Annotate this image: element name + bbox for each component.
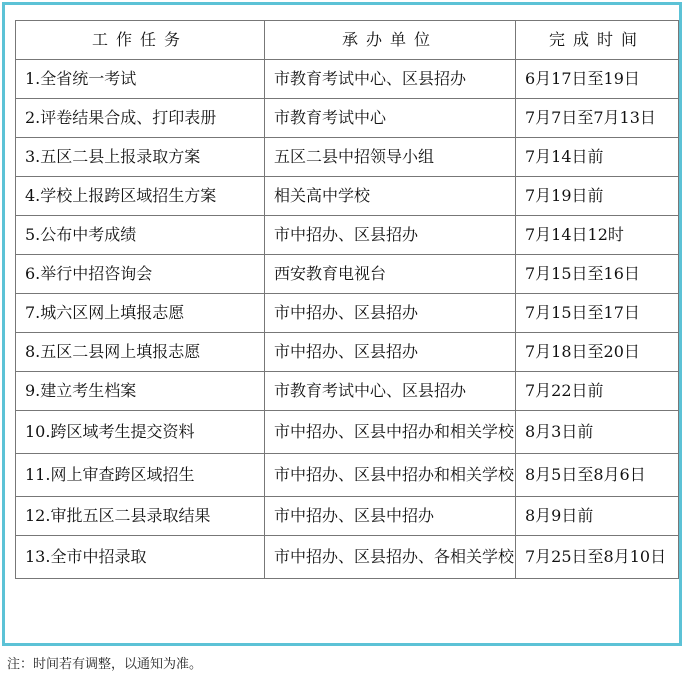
time-cell: 7月22日前	[516, 372, 679, 411]
task-cell: 6.举行中招咨询会	[16, 255, 265, 294]
table-row	[16, 294, 679, 333]
org-cell: 相关高中学校	[265, 177, 516, 216]
time-cell: 8月9日前	[516, 497, 679, 536]
task-cell: 9.建立考生档案	[16, 372, 265, 411]
time-cell: 6月17日至19日	[516, 60, 679, 99]
org-cell: 西安教育电视台	[265, 255, 516, 294]
table-frame	[2, 2, 682, 646]
task-cell: 11.网上审查跨区域招生	[16, 454, 265, 497]
table-row	[16, 454, 679, 497]
header-task: 工作任务	[16, 21, 265, 60]
task-cell: 8.五区二县网上填报志愿	[16, 333, 265, 372]
task-cell: 3.五区二县上报录取方案	[16, 138, 265, 177]
table-row	[16, 255, 679, 294]
table-row	[16, 177, 679, 216]
org-cell: 市中招办、区县招办	[265, 216, 516, 255]
header-org: 承办单位	[265, 21, 516, 60]
org-cell: 市教育考试中心、区县招办	[265, 372, 516, 411]
task-cell: 13.全市中招录取	[16, 536, 265, 579]
footnote: 注：时间若有调整，以通知为准。	[7, 657, 203, 672]
org-cell: 市中招办、区县中招办和相关学校	[265, 411, 516, 454]
org-cell: 市中招办、区县招办	[265, 294, 516, 333]
time-cell: 8月5日至8月6日	[516, 454, 679, 497]
time-cell: 7月15日至17日	[516, 294, 679, 333]
table-row	[16, 372, 679, 411]
header-time: 完成时间	[516, 21, 679, 60]
task-cell: 12.审批五区二县录取结果	[16, 497, 265, 536]
org-cell: 五区二县中招领导小组	[265, 138, 516, 177]
table-row	[16, 333, 679, 372]
table-row	[16, 60, 679, 99]
org-cell: 市中招办、区县中招办和相关学校	[265, 454, 516, 497]
schedule-table	[15, 20, 679, 579]
time-cell: 7月25日至8月10日	[516, 536, 679, 579]
org-cell: 市中招办、区县招办、各相关学校	[265, 536, 516, 579]
time-cell: 7月14日12时	[516, 216, 679, 255]
task-cell: 2.评卷结果合成、打印表册	[16, 99, 265, 138]
table-row	[16, 99, 679, 138]
task-cell: 10.跨区域考生提交资料	[16, 411, 265, 454]
table-row	[16, 497, 679, 536]
org-cell: 市教育考试中心	[265, 99, 516, 138]
time-cell: 7月15日至16日	[516, 255, 679, 294]
time-cell: 7月7日至7月13日	[516, 99, 679, 138]
table-row	[16, 138, 679, 177]
task-cell: 7.城六区网上填报志愿	[16, 294, 265, 333]
task-cell: 5.公布中考成绩	[16, 216, 265, 255]
table-row	[16, 216, 679, 255]
time-cell: 7月18日至20日	[516, 333, 679, 372]
time-cell: 7月14日前	[516, 138, 679, 177]
org-cell: 市中招办、区县招办	[265, 333, 516, 372]
org-cell: 市教育考试中心、区县招办	[265, 60, 516, 99]
task-cell: 4.学校上报跨区域招生方案	[16, 177, 265, 216]
table-row	[16, 411, 679, 454]
time-cell: 8月3日前	[516, 411, 679, 454]
time-cell: 7月19日前	[516, 177, 679, 216]
table-row	[16, 536, 679, 579]
org-cell: 市中招办、区县中招办	[265, 497, 516, 536]
task-cell: 1.全省统一考试	[16, 60, 265, 99]
table-header-row	[16, 21, 679, 60]
